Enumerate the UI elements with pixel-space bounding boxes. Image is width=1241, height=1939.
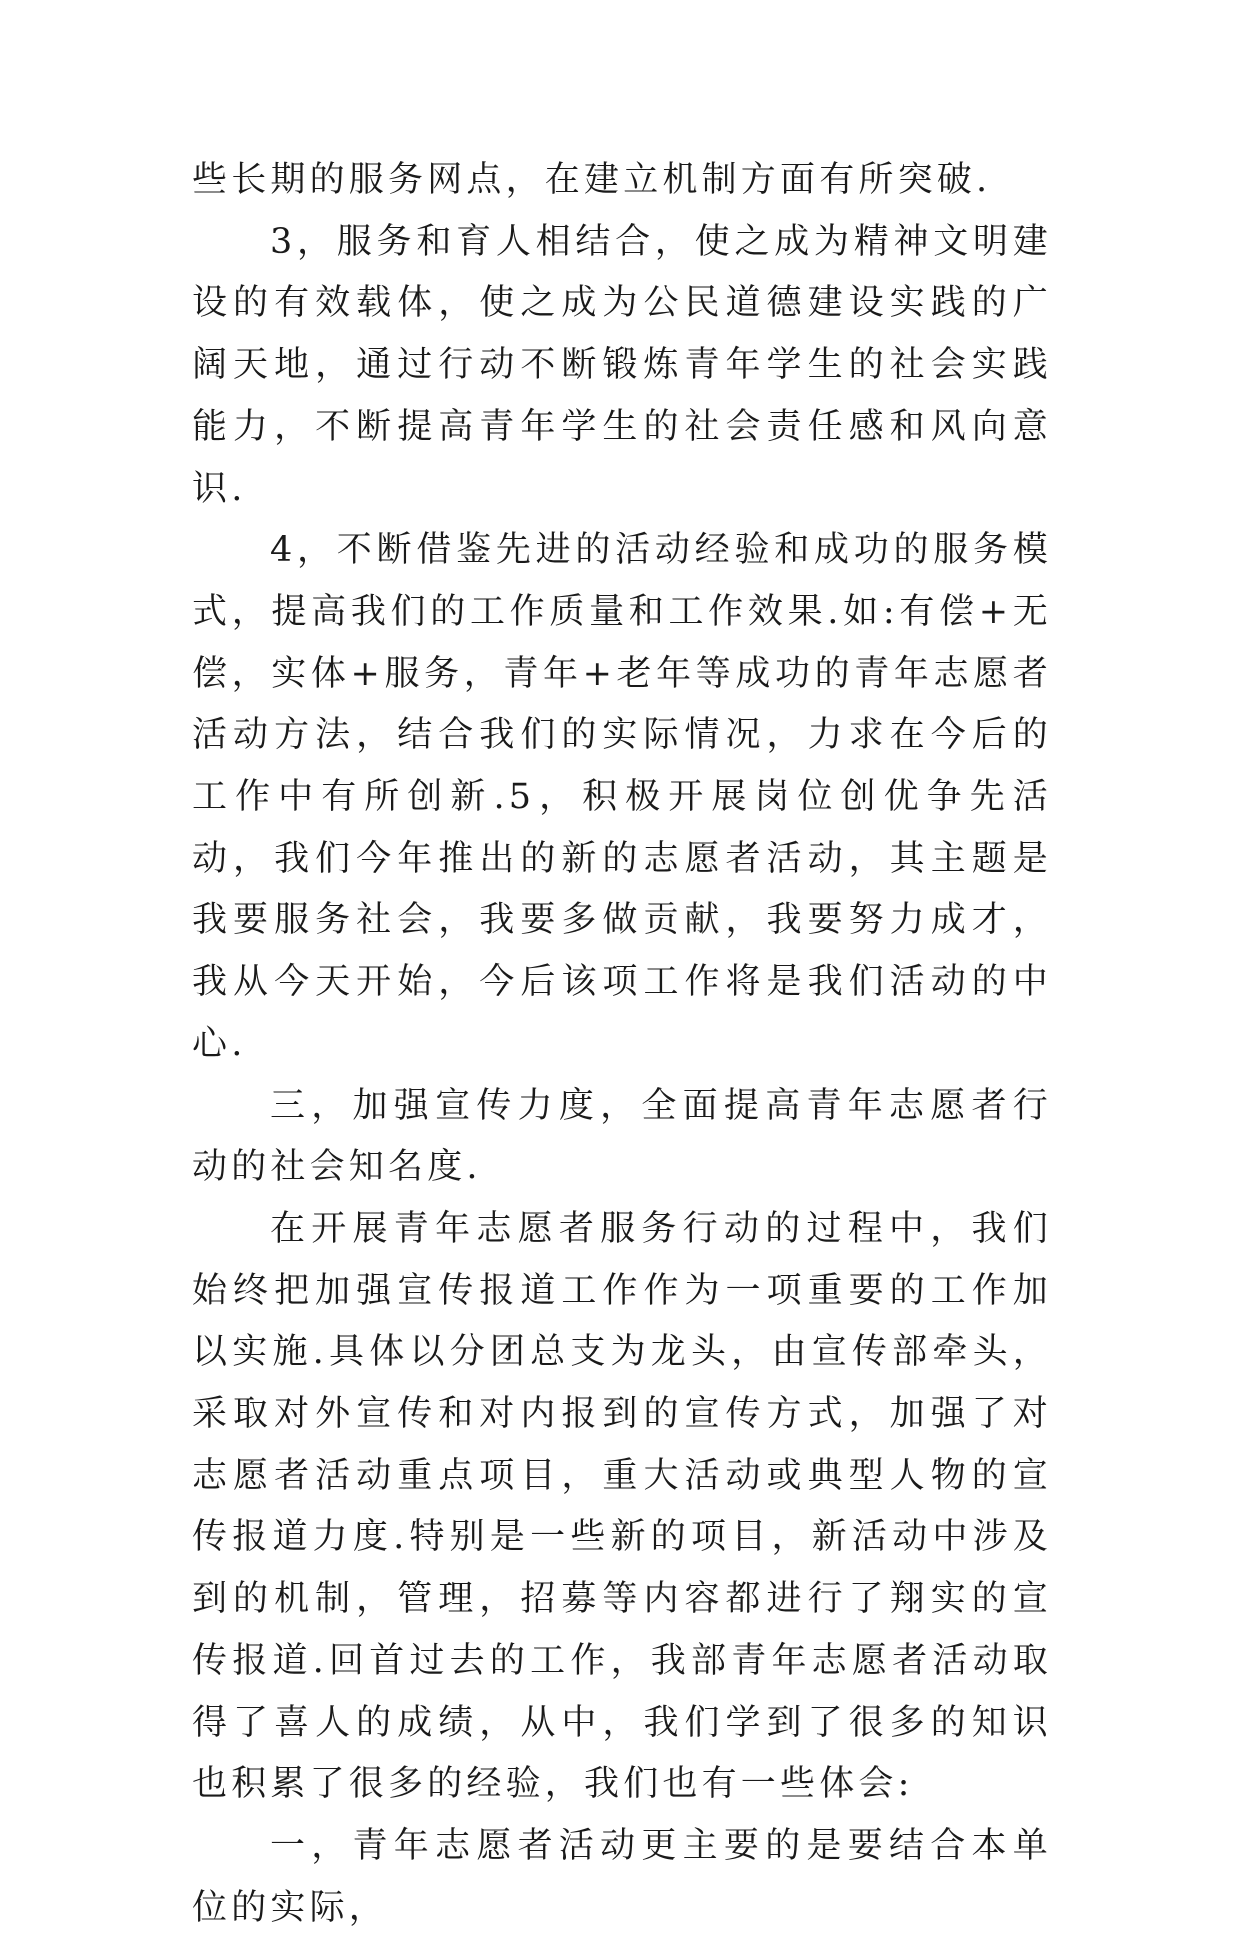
- paragraph-publicity: 在开展青年志愿者服务行动的过程中，我们始终把加强宣传报道工作作为一项重要的工作加以实施.具体以分团总支为龙头，由宣传部牵头，采取对外宣传和对内报到的宣传方式，加强了对志愿者活动重点项目，重大活动或典型人物的宣传报道力度.特别是一些新的项目，新活动中涉及到的机制，管理，招募等内容都进行了翔实的宣传报道.回首过去的工作，我部青年志愿者活动取得了喜人的成绩，从中，我们学到了很多的知识也积累了很多的经验，我们也有一些体会:: [192, 1208, 1052, 1805]
- paragraph-reflection-1: 一，青年志愿者活动更主要的是要结合本单位的实际，: [192, 1825, 1052, 1928]
- section-heading-3: 三，加强宣传力度，全面提高青年志愿者行动的社会知名度.: [192, 1085, 1052, 1188]
- body-text: [192, 150, 1052, 1939]
- paragraph-item-3: 3，服务和育人相结合，使之成为精神文明建设的有效载体，使之成为公民道德建设实践的广阔天地，通过行动不断锻炼青年学生的社会实践能力，不断提高青年学生的社会责任感和风向意识.: [192, 221, 1052, 509]
- paragraph-item-4: 4，不断借鉴先进的活动经验和成功的服务模式，提高我们的工作质量和工作效果.如:有偿+无偿，实体+服务，青年+老年等成功的青年志愿者活动方法，结合我们的实际情况，力求在今后的工作中有所创新.5，积极开展岗位创优争先活动，我们今年推出的新的志愿者活动，其主题是我要服务社会，我要多做贡献，我要努力成才，我从今天开始，今后该项工作将是我们活动的中心.: [192, 530, 1052, 1064]
- paragraph-continuation: 些长期的服务网点，在建立机制方面有所突破.: [192, 160, 992, 200]
